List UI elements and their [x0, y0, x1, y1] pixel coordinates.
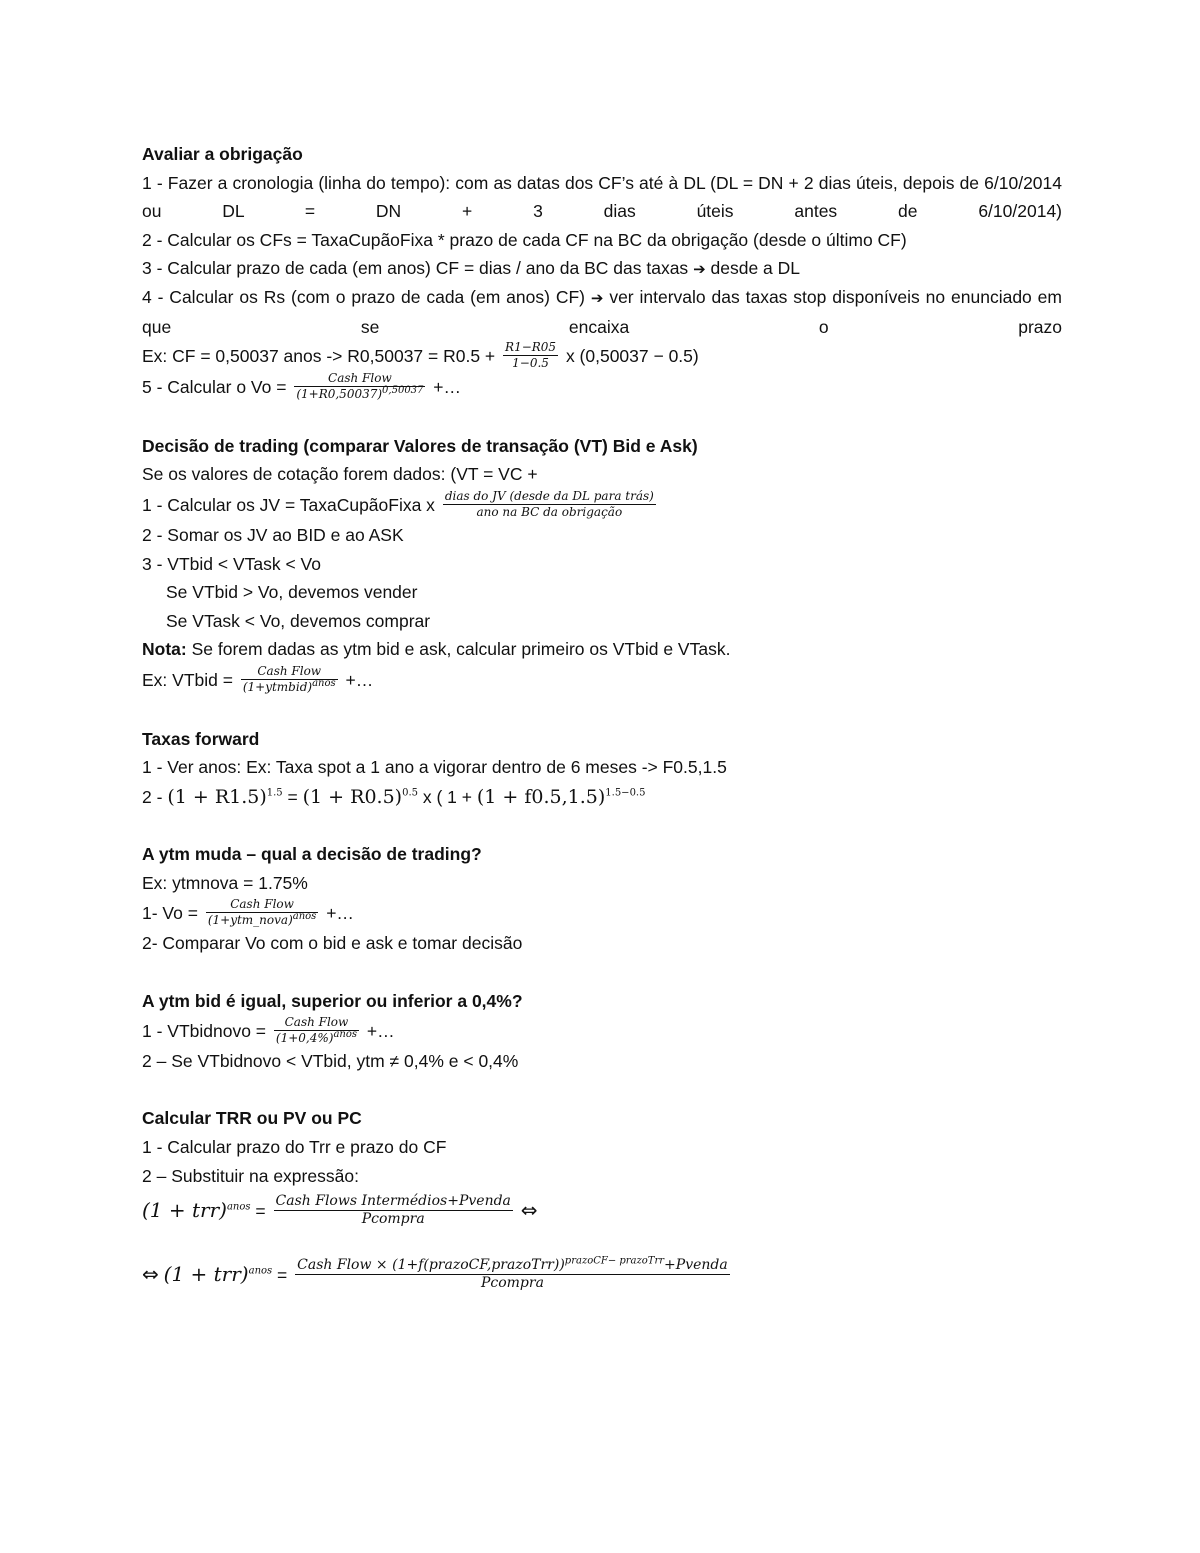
step-se-vtbidnovo: 2 – Se VTbidnovo < VTbid, ytm ≠ 0,4% e < 0,4% — [142, 1051, 519, 1072]
rule-comprar: Se VTask < Vo, devemos comprar — [166, 610, 431, 631]
forward-term-c — [477, 786, 646, 808]
step-calcular-rs-text: 4 - Calcular os Rs (com o prazo de cada (em anos) CF) — [142, 286, 585, 307]
step-substituir: 2 – Substituir na expressão: — [142, 1165, 359, 1186]
step-compare: 3 - VTbid < VTask < Vo — [142, 553, 321, 574]
spacer — [142, 958, 1062, 987]
section-title-ytm-muda: A ytm muda – qual a decisão de trading? — [142, 844, 482, 865]
example-interpolation — [142, 341, 1062, 371]
denominator-base: (1+ytm_nova) — [207, 913, 293, 928]
step-calcular-prazo-text: 3 - Calcular prazo de cada (em anos) CF = dias / ano da BC das taxas — [142, 258, 689, 279]
jv-fraction — [443, 489, 656, 520]
fraction-denominator — [241, 677, 338, 695]
section-title-calcular-trr: Calcular TRR ou PV ou PC — [142, 1108, 362, 1129]
nota-text: Se forem dadas as ytm bid e ask, calcular primeiro os VTbid e VTask. — [191, 639, 731, 660]
spacer — [142, 403, 1062, 432]
document-page — [142, 140, 1062, 1296]
fraction-numerator: Cash Flow — [241, 664, 338, 680]
step-calcular-jv — [142, 489, 1062, 521]
interpolation-fraction — [503, 340, 558, 371]
step-calcular-rs-tail: ver intervalo das taxas stop disponíveis no enunciado em que se encaixa o prazo — [142, 286, 1062, 337]
fraction-denominator: Pcompra — [361, 1211, 425, 1228]
term-base: (1 + trr) — [142, 1198, 227, 1223]
fraction-denominator: Pcompra — [480, 1275, 544, 1292]
term-exponent: 0.5 — [402, 787, 418, 799]
term-exponent: anos — [226, 1201, 251, 1213]
section-title-decisao-trading: Decisão de trading (comparar Valores de transação (VT) Bid e Ask) — [142, 435, 698, 456]
step-calcular-prazo — [142, 254, 1062, 283]
fraction-numerator: Cash Flow — [206, 897, 318, 913]
trr-formula-1 — [142, 1190, 1062, 1230]
equals-sign: = — [287, 786, 298, 807]
cotacao-note: Se os valores de cotação forem dados: (VT = VC + — [142, 464, 538, 485]
right-arrow-icon: ➔ — [590, 288, 604, 307]
fraction-numerator: R1−R05 — [505, 340, 557, 355]
step-comparar-vo: 2- Comparar Vo com o bid e ask e tomar decisão — [142, 933, 523, 954]
fraction-numerator: Cash Flows Intermédios+Pvenda — [275, 1193, 511, 1210]
example-ytmnova: Ex: ytmnova = 1.75% — [142, 872, 308, 893]
section-title-taxas-forward: Taxas forward — [142, 728, 260, 749]
step-ver-anos: 1 - Ver anos: Ex: Taxa spot a 1 ano a vigorar dentro de 6 meses -> F0.5,1.5 — [142, 757, 727, 778]
step-vo-nova-text: 1- Vo = — [142, 903, 198, 924]
example-interpolation-text: Ex: CF = 0,50037 anos -> R0,50037 = R0.5 + — [142, 346, 496, 367]
term-base: (1 + R0.5) — [302, 785, 403, 808]
denominator-exponent: anos — [333, 1029, 358, 1041]
step-somar-jv: 2 - Somar os JV ao BID e ao ASK — [142, 524, 404, 545]
numerator-base: Cash Flow × (1+f(prazoCF,prazoTrr)) — [297, 1257, 565, 1274]
example-vtbid-text: Ex: VTbid = — [142, 669, 233, 690]
step-vtbidnovo — [142, 1015, 1062, 1047]
vtbidnovo-fraction — [274, 1015, 359, 1046]
denominator-exponent: anos — [312, 677, 336, 689]
trr-fraction-2 — [295, 1257, 730, 1292]
rule-vender: Se VTbid > Vo, devemos vender — [166, 582, 418, 603]
spacer — [142, 812, 1062, 841]
step-calcular-cfs: 2 - Calcular os CFs = TaxaCupãoFixa * prazo de cada CF na BC da obrigação (desde o último CF) — [142, 229, 907, 250]
right-arrow-icon: ➔ — [693, 260, 706, 279]
example-vtbid-tail: +… — [345, 669, 374, 690]
fraction-denominator: ano na BC da obrigação — [476, 504, 623, 519]
vtbid-fraction — [241, 664, 338, 695]
fraction-numerator: Cash Flow — [294, 371, 425, 387]
step-vo-nova-tail: +… — [326, 903, 354, 924]
iff-symbol: ⇔ — [142, 1262, 159, 1287]
forward-formula-prefix: 2 - — [142, 786, 163, 807]
fraction-denominator — [294, 387, 425, 402]
step-vtbidnovo-tail: +… — [366, 1021, 395, 1042]
forward-term-a — [167, 786, 282, 808]
example-interpolation-tail: x (0,50037 − 0.5) — [565, 346, 699, 367]
section-title-ytm-bid: A ytm bid é igual, superior ou inferior a 0,4%? — [142, 990, 523, 1011]
vo-nova-fraction — [206, 897, 318, 928]
equals-sign: = — [255, 1201, 266, 1222]
spacer — [142, 1230, 1062, 1252]
fraction-numerator: Cash Flow — [274, 1015, 359, 1031]
term-exponent: anos — [248, 1265, 273, 1277]
vo-fraction — [294, 371, 425, 402]
step-calcular-jv-text: 1 - Calcular os JV = TaxaCupãoFixa x — [142, 494, 435, 515]
term-base: (1 + trr) — [163, 1262, 249, 1287]
step-calcular-vo-text: 5 - Calcular o Vo = — [142, 377, 287, 398]
fraction-denominator: 1−0.5 — [512, 356, 549, 371]
trr-lhs — [164, 1262, 273, 1286]
term-exponent: 1.5 — [266, 787, 283, 799]
nota — [142, 635, 1062, 664]
step-calcular-vo-tail: +… — [433, 377, 462, 398]
term-exponent: 1.5−0.5 — [605, 787, 646, 799]
term-base: (1 + f0.5,1.5) — [476, 785, 606, 808]
trr-fraction-1 — [274, 1193, 513, 1228]
multiply-text: x ( 1 + — [422, 786, 472, 807]
trr-lhs — [142, 1198, 251, 1222]
step-calcular-prazo-trr: 1 - Calcular prazo do Trr e prazo do CF — [142, 1137, 447, 1158]
step-calcular-rs — [142, 283, 1062, 341]
spacer — [142, 696, 1062, 725]
section-title-avaliar: Avaliar a obrigação — [142, 144, 303, 164]
step-vo-nova — [142, 897, 1062, 929]
term-base: (1 + R1.5) — [167, 785, 267, 808]
denominator-base: (1+R0,50037) — [296, 387, 383, 402]
denominator-exponent: 0,50037 — [382, 385, 424, 397]
example-vtbid — [142, 664, 1062, 696]
fraction-denominator — [274, 1031, 359, 1046]
numerator-tail: +Pvenda — [664, 1257, 728, 1274]
step-calcular-prazo-tail: desde a DL — [710, 258, 801, 279]
fraction-numerator: dias do JV (desde da DL para trás) — [444, 488, 654, 503]
spacer — [142, 1076, 1062, 1105]
nota-label: Nota: — [142, 639, 187, 660]
trr-formula-2 — [142, 1252, 1062, 1296]
numerator-exponent: prazoCF− prazoTrr — [564, 1255, 665, 1267]
denominator-base: (1+ytmbid) — [242, 679, 313, 694]
forward-formula — [142, 782, 1062, 812]
step-calcular-vo — [142, 371, 1062, 403]
fraction-numerator — [295, 1257, 730, 1275]
step-cronologia: 1 - Fazer a cronologia (linha do tempo): com as datas dos CF’s até à DL (DL = DN + 2 dias úteis, depois de 6/10/2014 ou DL = DN + 3 dias úteis antes de 6/10/2014) — [142, 172, 1062, 222]
equals-sign: = — [277, 1265, 288, 1286]
forward-term-b — [303, 786, 418, 808]
fraction-denominator — [206, 913, 318, 928]
denominator-exponent: anos — [292, 911, 317, 923]
step-vtbidnovo-text: 1 - VTbidnovo = — [142, 1021, 267, 1042]
iff-symbol: ⇔ — [520, 1198, 538, 1223]
denominator-base: (1+0,4%) — [275, 1031, 334, 1046]
